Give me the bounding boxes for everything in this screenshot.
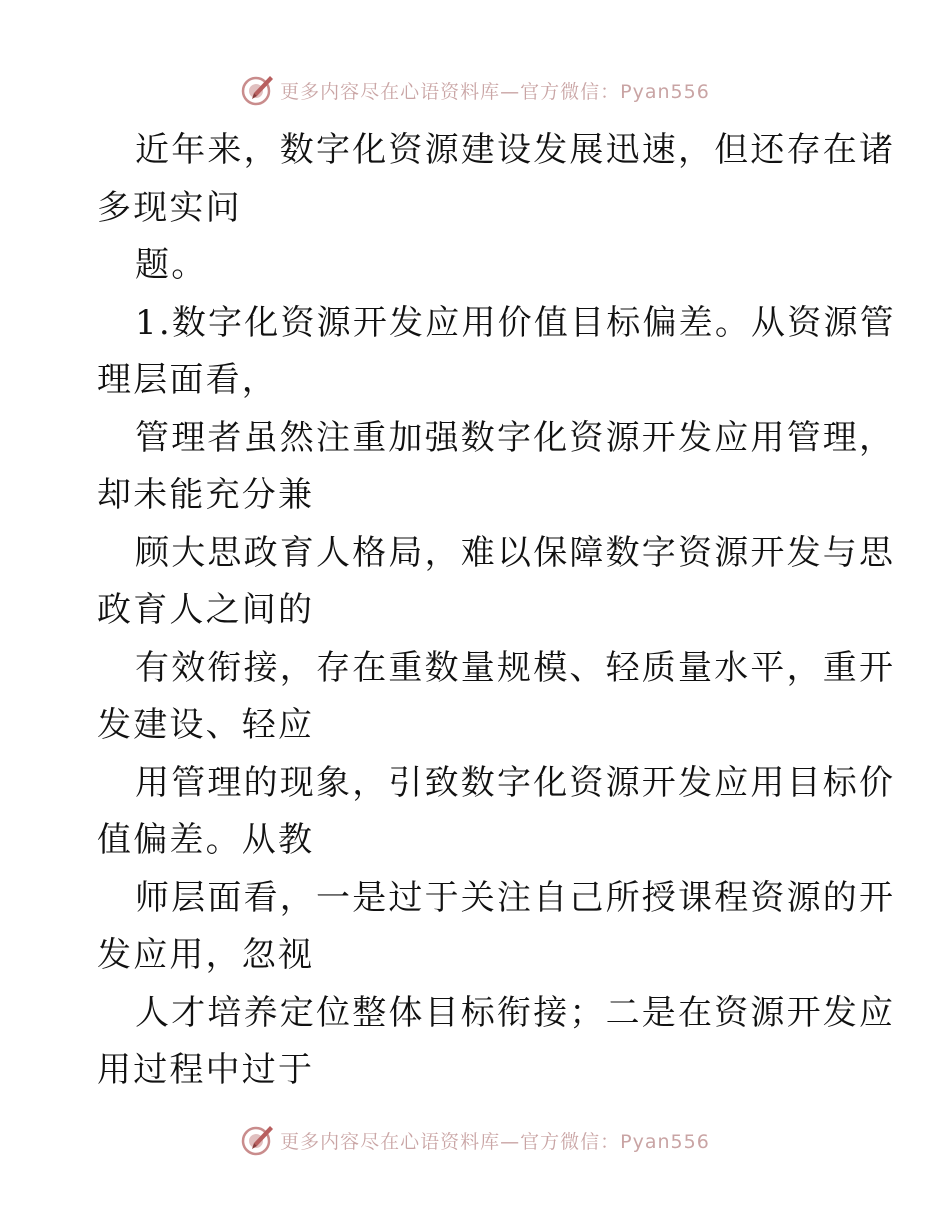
text-line: 人才培养定位整体目标衔接；二是在资源开发应	[135, 992, 896, 1033]
text-line: 发应用，忽视	[97, 935, 315, 975]
text-line: 管理者虽然注重加强数字化资源开发应用管理，	[135, 417, 896, 458]
text-line: 政育人之间的	[97, 590, 315, 630]
header-watermark	[0, 70, 950, 110]
watermark-text: 更多内容尽在心语资料库—官方微信：Pyan556	[280, 80, 710, 103]
text-line: 顾大思政育人格局，难以保障数字资源开发与思	[135, 532, 896, 573]
text-line: 值偏差。从教	[97, 820, 315, 860]
text-line: 题。	[135, 245, 208, 285]
document-body	[97, 122, 896, 1100]
text-line: 多现实问	[97, 187, 242, 228]
watermark-text: 更多内容尽在心语资料库—官方微信：Pyan556	[280, 1130, 710, 1153]
text-line: 近年来，数字化资源建设发展迅速，但还存在诸	[135, 130, 896, 170]
pen-logo-icon	[240, 73, 274, 107]
text-line: 发建设、轻应	[97, 705, 315, 745]
footer-watermark	[0, 1120, 950, 1160]
text-line: 理层面看，	[97, 360, 278, 400]
text-line: 1.数字化资源开发应用价值目标偏差。从资源管	[135, 302, 896, 343]
pen-logo-icon	[240, 1123, 274, 1157]
text-line: 有效衔接，存在重数量规模、轻质量水平，重开	[135, 647, 896, 688]
text-line: 师层面看，一是过于关注自己所授课程资源的开	[135, 877, 896, 918]
text-line: 却未能充分兼	[97, 475, 315, 515]
text-line: 用过程中过于	[97, 1050, 315, 1090]
text-line: 用管理的现象，引致数字化资源开发应用目标价	[135, 762, 896, 803]
